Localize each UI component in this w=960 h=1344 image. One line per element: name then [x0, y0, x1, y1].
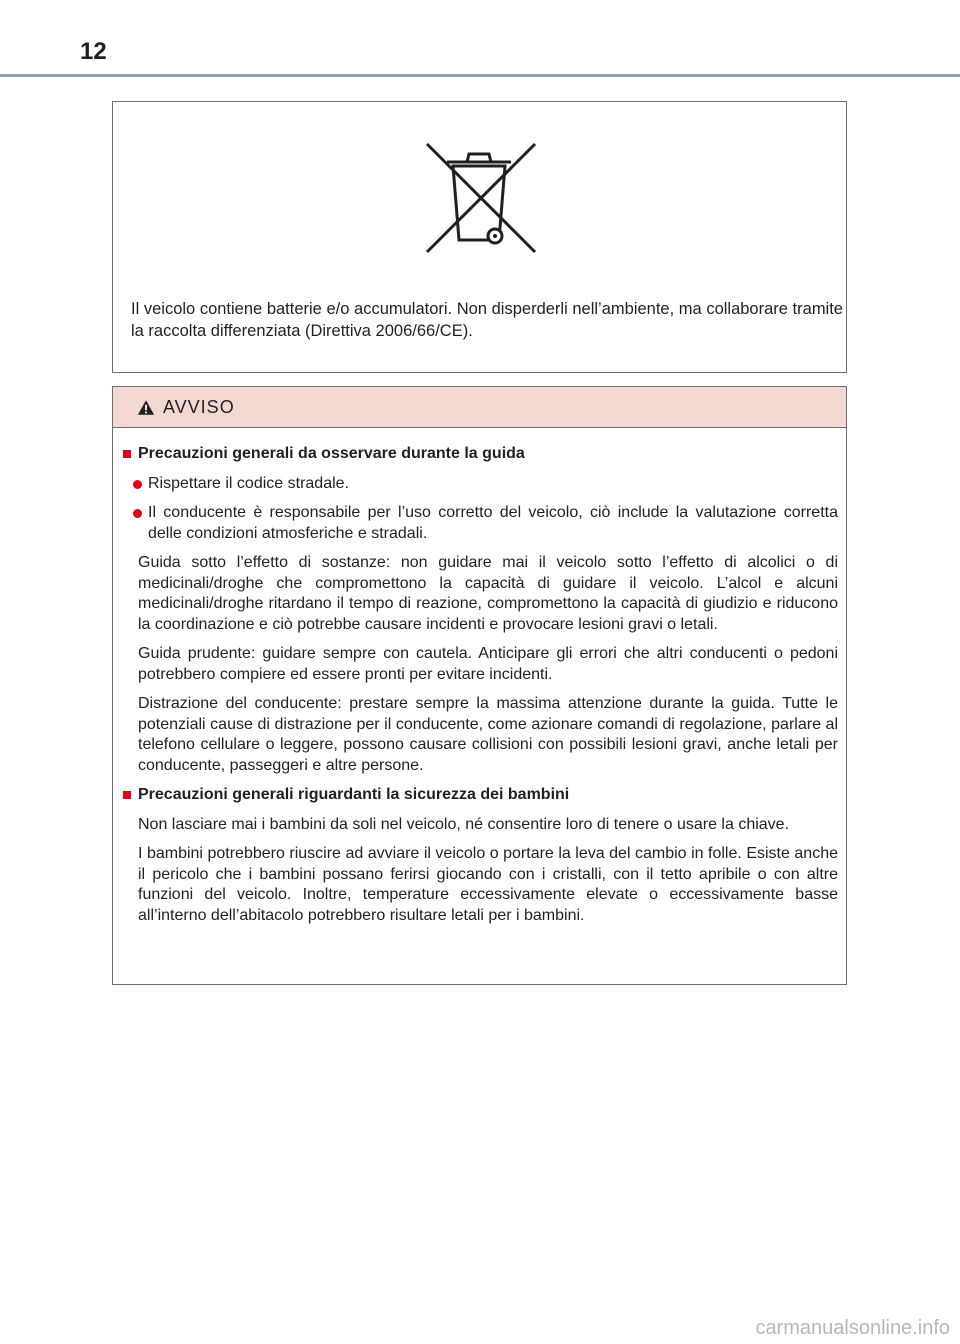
paragraph-prudent-driving: Guida prudente: guidare sempre con cautela. Anticipare gli errori che altri conducenti o pedoni potrebbero compiere ed essere pronti per evitare incidenti.: [138, 645, 838, 683]
square-bullet-icon: [123, 450, 131, 458]
warning-triangle-icon: [137, 399, 155, 416]
warning-box: [112, 386, 847, 985]
round-bullet-icon: [133, 480, 142, 489]
page-number: 12: [80, 38, 107, 65]
warning-body: [113, 428, 846, 926]
section-heading-driving: [123, 444, 838, 465]
round-bullet-icon: [133, 509, 142, 518]
watermark: carmanualsonline.info: [755, 1317, 950, 1339]
bullet-text: Rispettare il codice stradale.: [148, 474, 349, 492]
bullet-item: [123, 503, 838, 544]
paragraph-children-risks: I bambini potrebbero riuscire ad avviare il veicolo o portare la leva del cambio in folle. Esiste anche il pericolo che i bambini possano ferirsi giocando con i cristalli, con il tetto apribile o con altre funzioni del veicolo. Inoltre, temperature eccessivamente elevate o eccessivamente basse all’interno dell’abitacolo potrebbero risultare letali per i bambini.: [138, 845, 838, 924]
battery-disposal-notice: [112, 101, 847, 373]
section-heading-children: [123, 785, 838, 806]
header-rule: [0, 74, 960, 77]
crossed-out-wheeled-bin-icon: [423, 140, 539, 256]
section-heading-text: Precauzioni generali riguardanti la sicurezza dei bambini: [138, 786, 570, 803]
bullet-item: [123, 474, 838, 495]
paragraph-children-alone: Non lasciare mai i bambini da soli nel veicolo, né consentire loro di tenere o usare la chiave.: [138, 815, 790, 833]
paragraph-distraction: Distrazione del conducente: prestare sempre la massima attenzione durante la guida. Tutte le potenziali cause di distrazione per il conducente, come azionare comandi di regolazione, parlare al telefono cellulare o leggere, possono causare collisioni con possibili lesioni gravi, anche letali per conducente, passeggeri e altre persone.: [138, 695, 838, 774]
paragraph-substances: Guida sotto l’effetto di sostanze: non guidare mai il veicolo sotto l’effetto di alcolici o di medicinali/droghe che compromettono la capacità di guidare il veicolo. L’alcol e alcuni medicinali/droghe ritardano il tempo di reazione, compromettono la capacità di giudizio e riducono la coordinazione e ciò potrebbe causare incidenti e provocare lesioni gravi o letali.: [138, 554, 838, 633]
battery-notice-text: Il veicolo contiene batterie e/o accumulatori. Non disperderli nell’ambiente, ma collaborare tramite la raccolta differenziata (Direttiva 2006/66/CE).: [131, 300, 843, 340]
warning-header: [113, 387, 846, 428]
bullet-text: Il conducente è responsabile per l’uso corretto del veicolo, ciò include la valutazione corretta delle condizioni atmosferiche e stradali.: [148, 504, 838, 542]
warning-title: AVVISO: [163, 396, 235, 417]
section-heading-text: Precauzioni generali da osservare durante la guida: [138, 445, 525, 462]
square-bullet-icon: [123, 791, 131, 799]
